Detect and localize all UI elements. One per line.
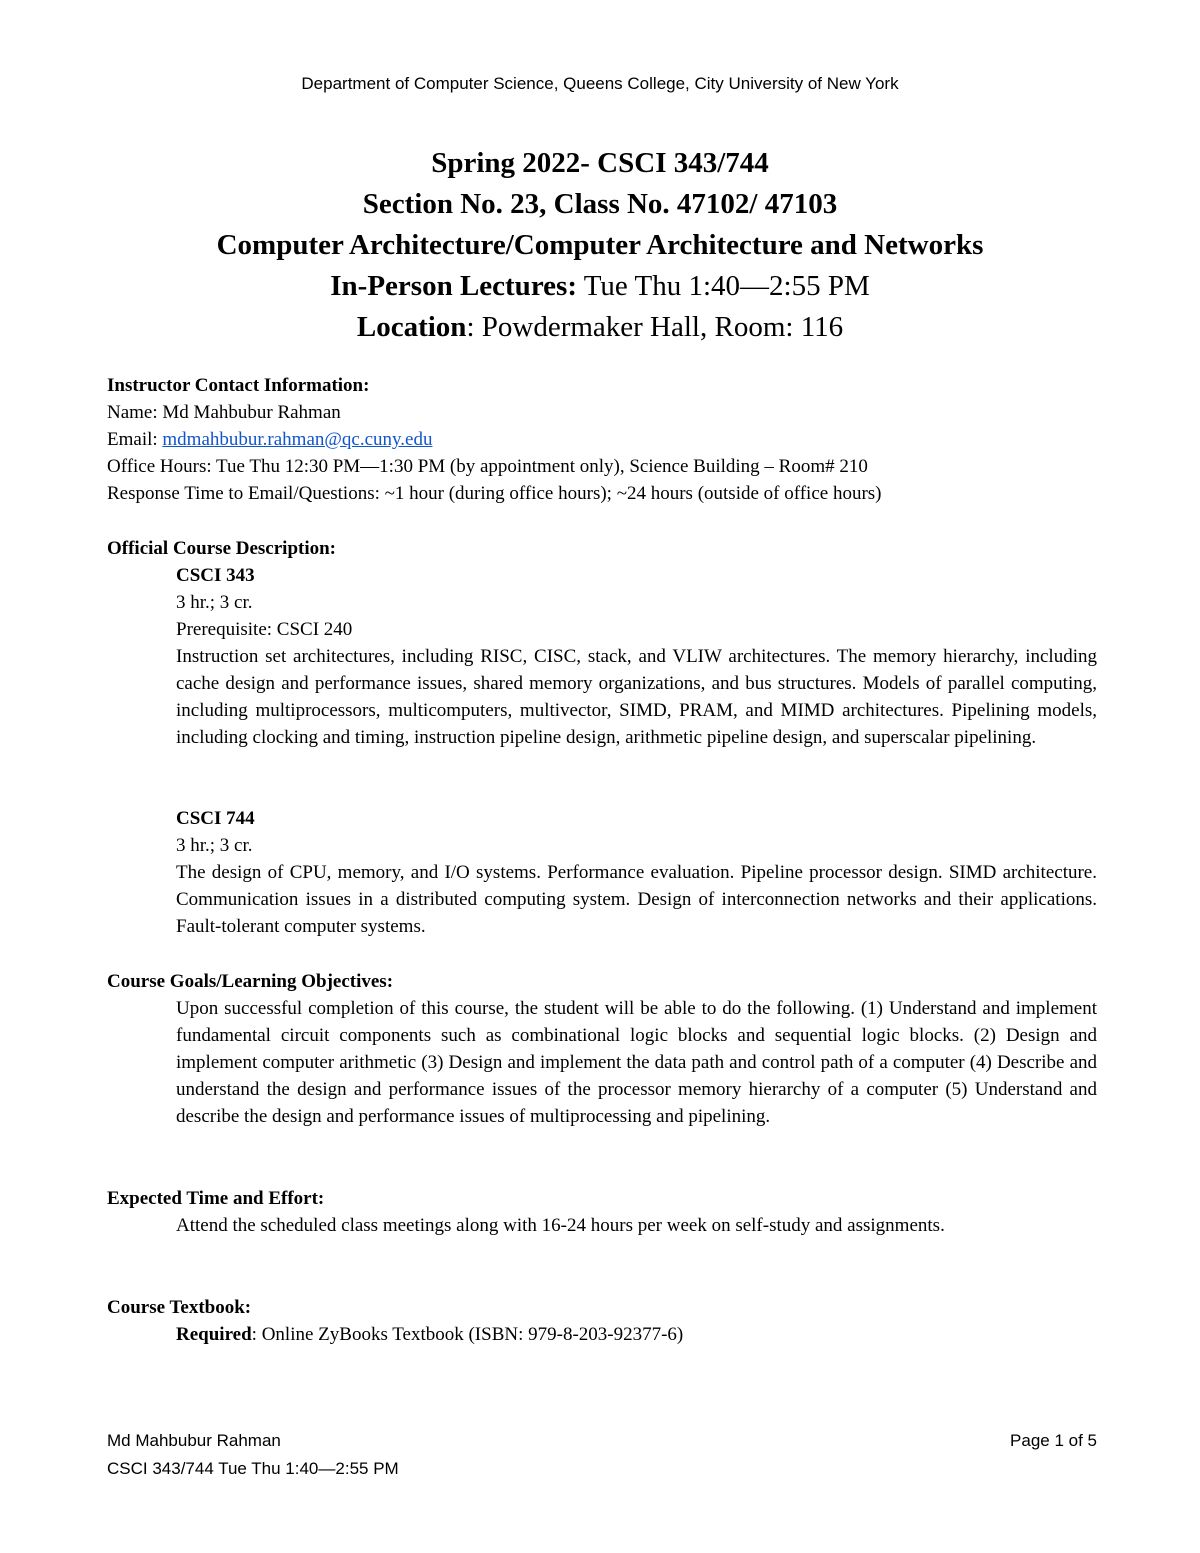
department-header: Department of Computer Science, Queens College, City University of New York xyxy=(301,74,899,93)
csci-744-block xyxy=(176,805,1097,940)
location-label: Location xyxy=(356,311,467,343)
page-number: Page 1 of 5 xyxy=(1010,1431,1097,1450)
csci-744-description: The design of CPU, memory, and I/O systems. Performance evaluation. Pipeline processor design. SIMD architecture. Communication issues in a distributed computing system. Design of interconnection networks and their applications. Fault-tolerant computer systems. xyxy=(176,862,1097,937)
effort-text: Attend the scheduled class meetings along with 16-24 hours per week on self-study and assignments. xyxy=(176,1215,945,1236)
email-link[interactable]: mdmahbubur.rahman@qc.cuny.edu xyxy=(162,429,433,450)
course-name: Computer Architecture/Computer Architecture and Networks xyxy=(216,229,984,261)
csci-343-prereq: Prerequisite: CSCI 240 xyxy=(176,619,353,640)
description-heading: Official Course Description: xyxy=(107,538,337,559)
instructor-heading: Instructor Contact Information: xyxy=(107,375,370,396)
textbook-section xyxy=(107,1294,1097,1348)
lecture-schedule xyxy=(0,266,1200,307)
instructor-name-line: Name: Md Mahbubur Rahman xyxy=(107,402,341,423)
response-time: Response Time to Email/Questions: ~1 hour (during office hours); ~24 hours (outside of office hours) xyxy=(107,483,882,504)
instructor-section xyxy=(107,372,1097,507)
csci-744-section xyxy=(107,805,1097,940)
csci-744-code: CSCI 744 xyxy=(176,808,255,829)
csci-343-description: Instruction set architectures, including RISC, CISC, stack, and VLIW architectures. The memory hierarchy, including cache design and performance issues, shared memory organizations, and bus structures. Models of parallel computing, including multiprocessors, multicomputers, multivector, SIMD, PRAM, and MIMD architectures. Pipelining models, including clocking and timing, instruction pipeline design, arithmetic pipeline design, and superscalar pipelining. xyxy=(176,646,1097,748)
course-goals-section xyxy=(107,968,1097,1130)
course-term-title: Spring 2022- CSCI 343/744 xyxy=(431,147,769,179)
instructor-email-line: Email: mdmahbubur.rahman@qc.cuny.edu xyxy=(107,429,433,450)
lecture-time: Tue Thu 1:40—2:55 PM xyxy=(576,270,870,302)
instructor-name: Md Mahbubur Rahman xyxy=(162,402,341,423)
section-class-number: Section No. 23, Class No. 47102/ 47103 xyxy=(362,188,838,220)
effort-heading: Expected Time and Effort: xyxy=(107,1188,325,1209)
course-title-block xyxy=(0,143,1200,348)
textbook-required-line xyxy=(176,1321,1097,1348)
csci-343-code: CSCI 343 xyxy=(176,565,255,586)
location-value: : Powdermaker Hall, Room: 116 xyxy=(466,311,844,343)
goals-heading: Course Goals/Learning Objectives: xyxy=(107,971,394,992)
lecture-label: In-Person Lectures: xyxy=(330,270,577,302)
goals-text: Upon successful completion of this course, the student will be able to do the following. (1) Understand and implement fundamental circuit components such as combinational logic blocks and sequential logic blocks. (2) Design and implement computer arithmetic (3) Design and implement the data path and control path of a computer (4) Describe and understand the design and performance issues of the processor memory hierarchy of a computer (5) Understand and describe the design and performance issues of multiprocessing and pipelining. xyxy=(176,998,1097,1127)
class-location xyxy=(0,307,1200,348)
page-footer xyxy=(107,1427,1097,1483)
textbook-heading: Course Textbook: xyxy=(107,1297,252,1318)
csci-343-block xyxy=(176,562,1097,751)
footer-author: Md Mahbubur Rahman xyxy=(107,1431,281,1450)
course-description-section xyxy=(107,535,1097,751)
time-effort-section xyxy=(107,1185,1097,1239)
csci-343-hours: 3 hr.; 3 cr. xyxy=(176,592,253,613)
csci-744-hours: 3 hr.; 3 cr. xyxy=(176,835,253,856)
textbook-info: : Online ZyBooks Textbook (ISBN: 979-8-203-92377-6) xyxy=(251,1324,684,1345)
required-label: Required xyxy=(176,1324,252,1345)
office-hours: Office Hours: Tue Thu 12:30 PM—1:30 PM (by appointment only), Science Building – Room# 210 xyxy=(107,456,868,477)
footer-course-line: CSCI 343/744 Tue Thu 1:40—2:55 PM xyxy=(107,1459,399,1478)
